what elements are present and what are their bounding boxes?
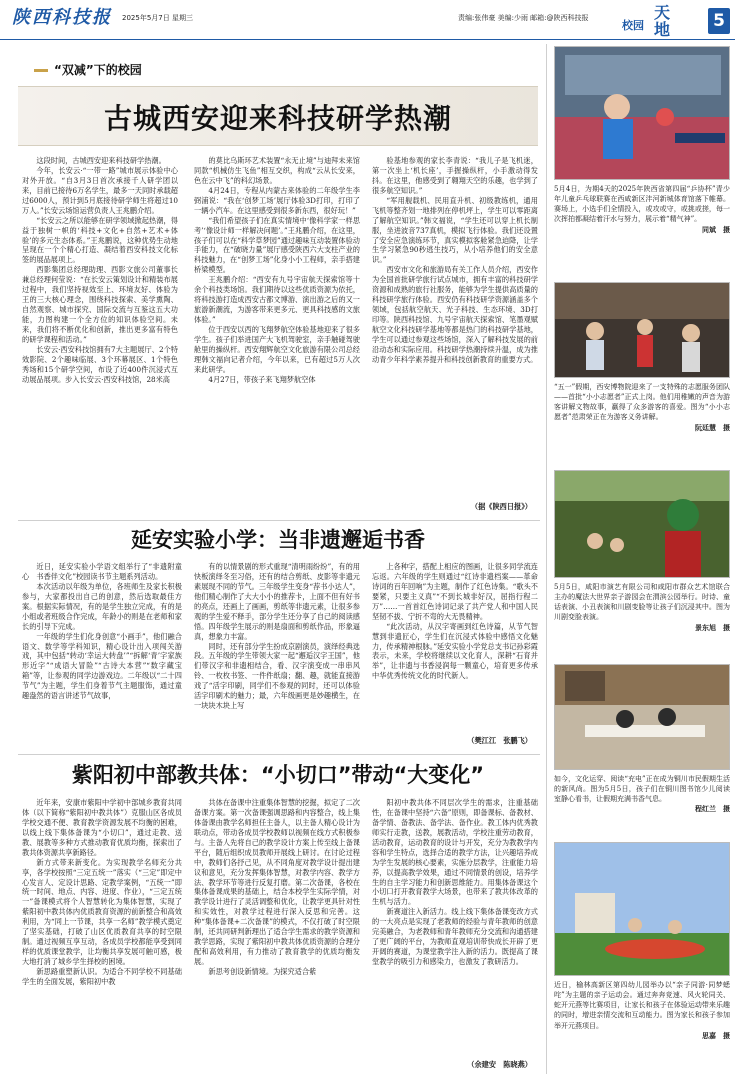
article2-col3: 上各种字，搭配上相应的图画，让很多同学流连忘返。六年级的学生则通过“红诗非遗档案——革命诗词的百年回响”为主题，制作了红色诗集。“歌头不要紧，只要主义真”“不到长城非好汉，屈指行程二万”……一首首红色诗词记录了共产党人和中国人民坚韧不拔、宁折不弯的大无畏精神。 “此次活动，从汉字寄画到红色诗篇，从节气智慧到非遗匠心，学生们在沉浸式体验中感悟文化魅力，传承精神根脉。”延安实验小学党总支书记孙彩霞表示，未来，学校将继续以文化育人，深耕“石育并举”，让非遗与书香浸润每一颗童心，培育更多传承中华优秀传统文化的时代新人。 [372,562,538,681]
editor-credits: 责编:张伟豪 美编:少雨 邮箱:@陕西科技报 [458,14,589,22]
table-tennis-photo [554,46,730,180]
section-small: 校园 [622,19,644,32]
article2-col1: 近日，延安实验小学语文组举行了“非遗附童心 书香伴文化”校园读书节主题系列活动。 本次活动以年级为单位，各班师生及家长积极参与，大家都投出自己的创意，然后选取最佳方案。根据实际情况，有的是学生独立完成，有的是小组或者班级合作完成，年龄小的则是在老师和家长的引导下完成。 一年级的学生们化身创意“小画手”，他们融合语文、数学等学科知识，精心设计出入项闯关游戏，其中包括“转动‘幸运大转盘’”“拆解‘青’字家族形近字”“成语大冒险”“古诗大本营”“数字藏宝箱”等，让参观的同学边游戏边。二年级以“二十四节气”为主题，学生们身着节气主题服饰，通过童趣盎然的语言讲述节气故事， [22,562,182,701]
article3-title: 紫阳初中部教共体：“小切口”带动“大变化” [71,763,485,787]
museum-volunteer-photo [554,282,730,378]
article2-source: （樊江江 张鹏飞） [467,736,532,745]
newspaper-logo: 陕西科技报 [12,7,112,28]
divider-vertical [546,44,547,1074]
kindergarten-sports-photo [554,842,730,976]
column-label: “双减”下的校园 [34,62,142,79]
article2-title: 延安实验小学：当非遗邂逅书香 [131,528,425,552]
article1-source: （据《陕西日报》） [470,502,532,511]
photo-caption-2: “五一”假期，西安博物院迎来了一支特殊的志愿服务团队——首批“小小志愿者”正式上岗。他们用稚嫩的声音为游客讲解文物故事，赢得了众多游客的喜爱。图为“小小志愿者”范肃荣正在为游客义务讲解。 阮廷慧 摄 [554,383,730,432]
issue-date: 2025年5月7日 星期三 [122,14,193,22]
section-big: 天地 [654,3,671,39]
article3-col1: 近年来，安康市紫阳中学初中部城乡教育共同体（以下简称“紫阳初中教共体”）克服山区各成员学校交通不便、教育教学资源发展不均衡的困难，以线上线下集体备课为“小切口”，通过走教、送教、展教等多种方式推动教育优质均衡，探索出了教共体资源共享新路径。 新方式带来新变化。为实现教学名师充分共享，各学校按照“三定五统一”落实（“三定”即定中心发言人、定设计思路、定教学案例，“五统一”即统一时间、地点、内容、进度、作业），“三定五统一”备课模式将个人智慧转化为集体智慧，实现了紫阳初中教共体内优质教育资源的前新整合和高效利用，为“同上一节课，共享一名师”教学模式奠定了坚实基础，打破了山区优质教育共享的时空限制。通过视频互享互动，各成员学校都能享受到同样的优质课堂教学，让均衡共享发展可触可感，极大地打消了城乡学生择校的困境。 新思路重塑新认识。为适合不同学校不同基础学生的全面发展，紫阳初中教 [22,798,182,986]
library-reading-photo [554,664,730,770]
photo-caption-5: 近日，榆林高新区第四幼儿园举办以“亲子同游·同梦蟋咤”为主题的亲子运动会。通过奔奔竞速、风火轮同关、蛇开元燕等比赛项目，让家长和孩子在体验运动带来乐趣的同时，增进亲情交流和互动能力。图为家长和孩子参加举开元燕项目。 思嘉 摄 [554,981,730,1040]
photo-caption-4: 如今，文化运穿、阅读“充电”正在成为铜川市民假期生活的新风尚。图为5月5日，孩子们在铜川图书馆少儿阅读室静心看书，让假期充满书香气息。 程红兰 摄 [554,775,730,814]
article3-source: （余建安 陈晓燕） [467,1060,532,1069]
divider [18,754,540,755]
article1-col1: 这段时间，古城西安迎来科技研学热潮。 今年，长安云·“一带一路”城市展示体验中心对外开放。“自3月3日首次承接千人研学团以来，目前已接待6万名学生，最多一天同时承载超过6000人，预计到5月底接待研学师生将超过10万人。”长安云场馆运营负责人王兆鹏介绍。 “长安云之所以能够在研学领域掀起热潮，得益于独树一帜的‘科技+文化+自然+艺术+体验’的多元生态体系。”王兆鹏说，这种优势生动地呈现在一个个精心打造、凝结着西安科技文化标签的展品展项上。 西影集团总经理助理、西影文旅公司董事长兼总经理何莹说：“在长安云策划设计和精装布展过程中，我们坚持视效至上、环境友好、体验为王的三大核心理念，围绕科技探索、美学熏陶、自然观察、城市探究、国际交流与互鉴这五大功能，力图构建一个全方位的知识体验空间。未来，我们将不断优化和创新，推出更多富有特色的研学课程和活动。” 长安云·西安科技馆拥有7大主题展厅、2个特效影院、2个趣味临展、3个环幕展区、1个特色秀场和15个研学空间，布设了近400件沉浸式互动展品展项。步入长安云·西安科技馆，28米高 [22,156,178,384]
article3-col3: 阳初中教共体不同层次学生的需求，注重基础性，在备课中坚持“六备”原则，即备课标、备教材、备学情、备教法、备学法、备作业。教工体内优秀教师实行走教，送教，展教活动，学校注重劳动教育，活动教育，运动教育的设计与开发，充分为教教学内容和学生特点，选择合适的教学方法，让兴趣培养成为学生发展的核心要素，实施分层教学，注重能力培养，以提高教学效果，通过不同情景的创设，培养学生的自主学习能力和创新思维能力。用集体备课这个小切口打开教育教学大场景，也带来了教共体改革的生机与活力。 新赛道注入新活力。线上线下集体备课变改方式的一大亮点是实现了老教师的经验与青年教师的创意完美融合，为老教师和青年教师充分交流和沟通搭建了更广阔的平台，为教师直观培训带快成长开辟了更开阔的赛道，为课堂教学注入新的活力。既提高了课堂教学的吸引力和感染力，也激发了教研活力。 [372,798,538,966]
page-number: 5 [708,8,730,34]
article3-col2: 共体在备课中注重集体智慧的挖掘，拟定了二次备课方案。第一次备课强调思路和内容整合，线上集体备课由教学名师担任主备人，以主备人精心设计为联动点，带动各成员学校教师以视频在线方式积极参与。主备人先将自己的教学设计方案上传至线上备课平台，随后组织成员教师开展线上研讨。在讨论过程中，教师们各抒己见，从不同角度对教学设计提出建议和意见，充分发挥集体智慧，对教学内容、教学方法、教学环节等进行反复打磨。第二次备课，各校在集体备课成果的基础上，结合本校学生实际学情，对教学设计进行了灵活调整和优化，让教学更具针对性和实效性，对教学过程进行深入反思和完善。这种“集体备课+二次备课”的模式，不仅打破了时空限制，还共同研判新理出了适合学生需求的教学资源和教学思路，实现了紫阳初中教共体优质资源的合理分配和高效利用，有力推动了教育教学的优质均衡发展。 新思考创设新情境。为探究适合紫 [194,798,360,976]
photo-caption-1: 5月4日，为期4天的2025年陕西省第四届“乒协杯”青少年儿童乒乓球联赛在西咸新区沣河新城体育馆落下帷幕。赛场上，小选手们全情投入，或攻或守，或挑或搓，每一次挥拍都凝结着汗水与努力，展示着“精气神”。 同斌 摄 [554,185,730,234]
article2-col2: 有的以情景剧的形式重现“清明雨纷纷”，有的用快板演绎冬至习俗，还有的结合剪纸、皮影等非遗元素展现不同的节气。三年级学生变身“荐书小达人”，他们精心制作了大大小小的推荐卡，上面不但有好书的亮点，还画上了画画，剪纸等非遗元素，让很多参观的学生爱不释手，部分学生还分享了自己的阅读感悟。四年级学生展示的则是扇面和剪纸作品，形象逼真，想象力丰富。 同时，还有部分学生扮成京剧演员，演绎经典选段。五年级的学生带领大家一起“邂逅汉字王国”，他们带汉字和非遗相结合，看、汉字演变成一串串风铃、一枚枚书签、一件件纸扇；翻、趣，就能直接游戏了“活字印刷，同学们不参观的同时，还可以体验活字印刷术的魅力；最，六年级画更是妙趣横生，在一块块木块上写 [194,562,360,711]
divider [18,520,540,521]
face-change-opera-photo [554,470,730,578]
article1-title: 古城西安迎来科技研学热潮 [103,102,452,135]
article1-col2: 的莫比乌斯环艺术装置“永无止境”与迪拜未来馆同款“机械仿生飞鱼”相互交织，构成“云从长安来，色在云中飞”的科幻场景。 4月24日，专程从内蒙古来体验的二年级学生李弼浦说：“我在‘创梦工场’展厅体验3D打印，打印了一辆小汽车。在这里感受到很多新东西，很好玩！” “我们希望孩子们在真实情境中‘像科学家一样思考’‘像设计师一样解决问题’。”王兆鹏介绍，在这里，孩子们可以在“科学草梦园”通过趣味互动装置体验动手能力，在“破晓力量”展厅感受陕西六大支柱产业的科技魅力，在“创梦工场”化身小小工程师，亲手搭建桥梁模型。 王兆鹏介绍：“西安有九号宇宙航天探索馆等十余个科技类场馆。我们期待以这些优质资源为依托，将科技游打造成西安古都文博游、演出游之后的又一旅游新潮流，为游客带来更多元、更具科技感的文旅体验。” 位于西安以西的飞翔梦航空体验基地迎来了很多学生。孩子们举进国产大飞机驾驶室，亲手触碰驾驶舱里的操纵杆。西安翔辉航空文化旅游有限公司总经理韩文福向记者介绍，今年以来，已有超过5万人次来此研学。 4月27日，带孩子来飞翔梦航空体 [194,156,360,384]
masthead [0,0,735,40]
photo-caption-3: 5月5日，咸阳市演艺有限公司和咸阳市群众艺术馆联合主办的魔法大世界亲子游园会在渭滨公园举行。时诗、童话表演、小丑表演和川剧变脸等让孩子们沉浸其中。图为川剧变脸表演。 景东旭 摄 [554,583,730,632]
article1-col3: 验基地参观的家长李青说：“我儿子是飞机迷，第一次坐上‘机长座’，手握操纵杆，小手激动得发抖。在这里，他感受到了翱翔天空的乐趣，也学到了很多航空知识。” “军用舰载机、民用直升机、初级教练机，通用飞机等整齐划一地排列在停机坪上，学生可以零距离了解航空知识。”韩文福说，“学生还可以穿上机长制服，坐进波音737真机，模拟飞行体验。我们还设置了安全应急演练环节，真实模拟客舱紧急迫降，让学生学习紧急90秒逃生技巧，从小培养他们的安全意识。” 西安市文化和旅游局有关工作人员介绍，西安作为全国首批研学旅行试点城市，拥有丰富的科技研学资源和成熟的旅行社服务，能够为学生提供高质量的科技研学旅行体验。西安仍有科技研学资源涵盖多个领域，包括航空航天、光子科技、生态环境、3D打印等。陕西科技馆、九号宇宙航天探索馆、笔墨观赋航空文化科技研学基地等都是热门的科技研学基地，学生可以通过参观这些场馆，深入了解科技发展的前沿动态和实际应用。科技研学热潮持续升温，成为推动青少年科学素养提升和科技创新教育的重要方式。 [372,156,538,364]
